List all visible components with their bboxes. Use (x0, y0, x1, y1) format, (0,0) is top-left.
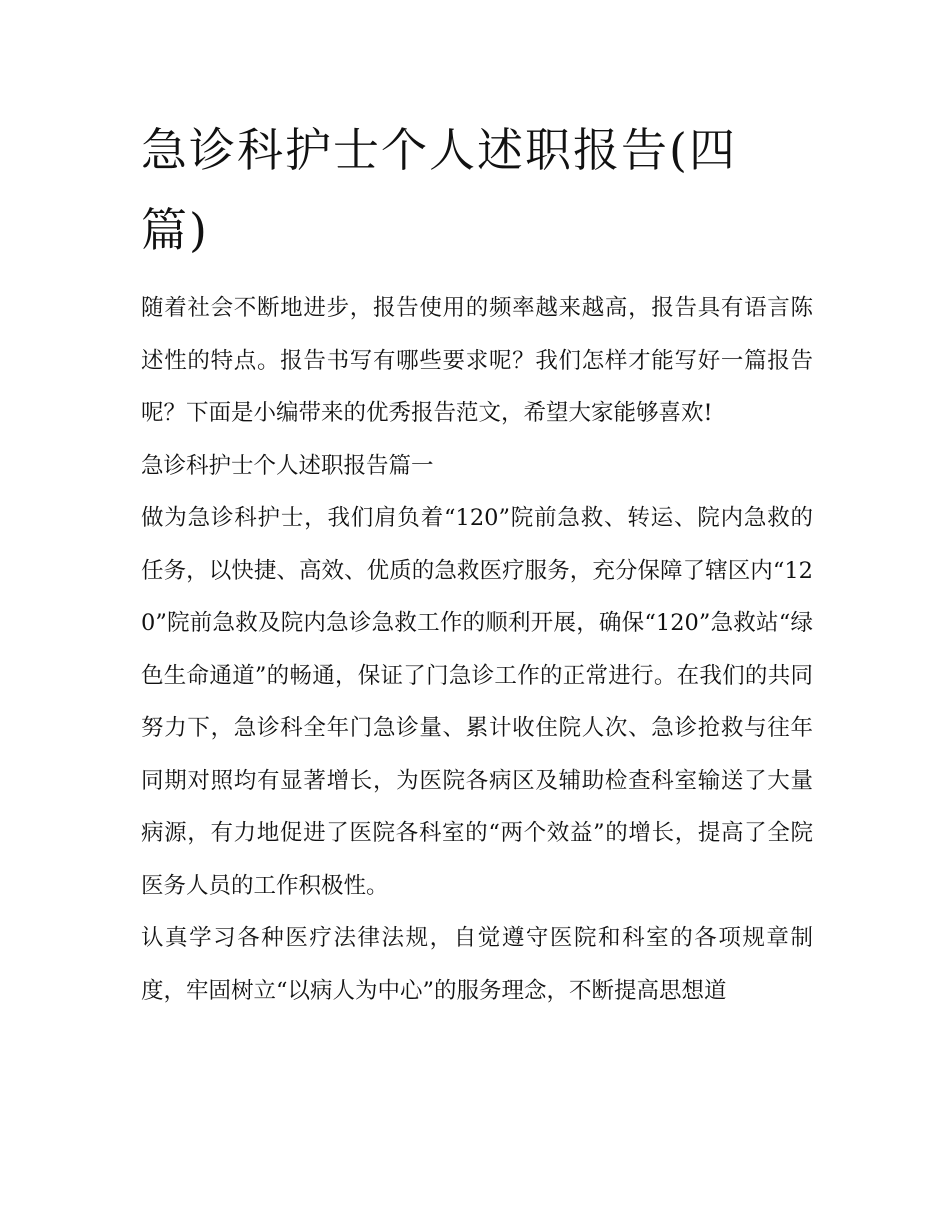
section-heading: 急诊科护士个人述职报告篇一 (141, 452, 434, 479)
document-page (141, 110, 813, 1017)
body-paragraph: 认真学习各种医疗法律法规，自觉遵守医院和科室的各项规章制度，牢固树立“以病人为中心”的服务理念，不断提高思想道 (141, 925, 813, 1004)
document-title: 急诊科护士个人述职报告(四篇) (141, 123, 737, 257)
body-paragraph: 做为急诊科护士，我们肩负着“120”院前急救、转运、院内急救的任务，以快捷、高效、优质的急救医疗服务，充分保障了辖区内“120”院前急救及院内急诊急救工作的顺利开展，确保“120”急救站“绿色生命通道”的畅通，保证了门急诊工作的正常进行。在我们的共同努力下，急诊科全年门急诊量、累计收住院人次、急诊抢救与往年同期对照均有显著增长，为医院各病区及辅助检查科室输送了大量病源，有力地促进了医院各科室的“两个效益”的增长，提高了全院医务人员的工作积极性。 (141, 505, 813, 899)
intro-paragraph: 随着社会不断地进步，报告使用的频率越来越高，报告具有语言陈述性的特点。报告书写有哪些要求呢？我们怎样才能写好一篇报告呢？下面是小编带来的优秀报告范文，希望大家能够喜欢! (141, 295, 813, 426)
